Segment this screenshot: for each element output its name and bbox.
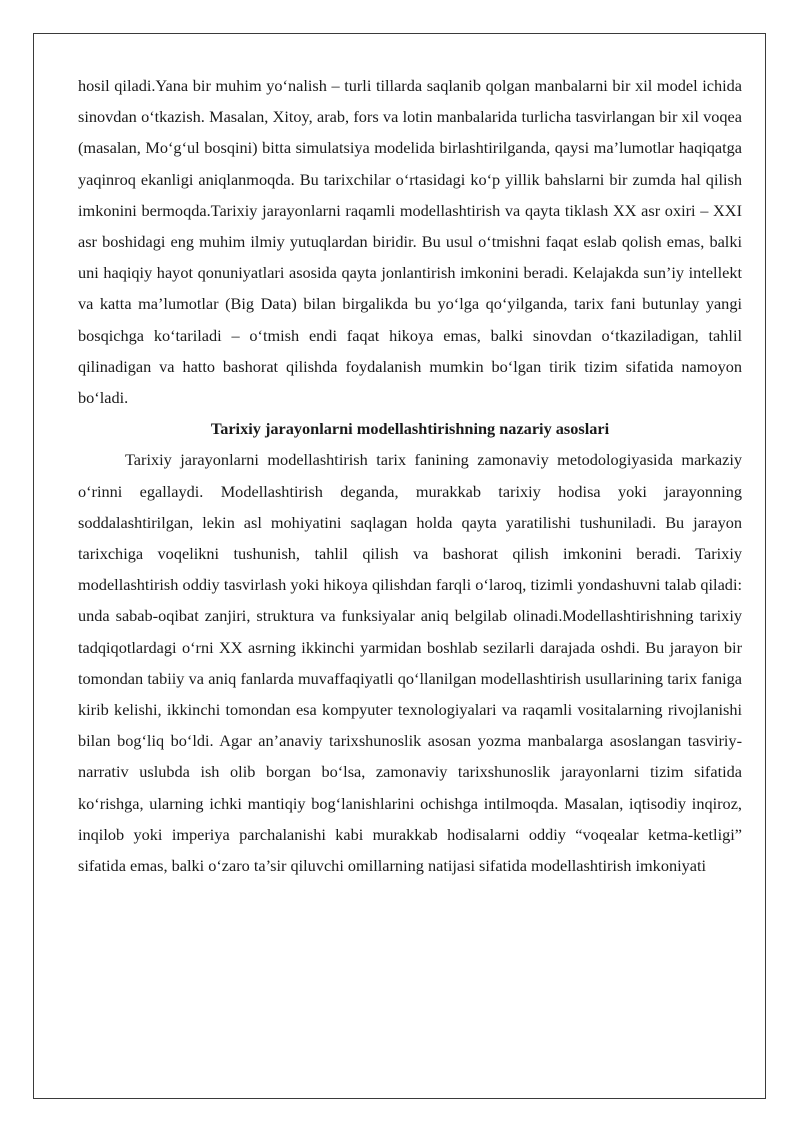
section-heading: Tarixiy jarayonlarni modellashtirishning nazariy asoslari bbox=[210, 419, 610, 439]
body-paragraph: Tarixiy jarayonlarni modellashtirish tarix fanining zamonaviy metodologiyasida markaziy o‘rinni egallaydi. Modellashtirish deganda, murakkab tarixiy hodisa yoki jarayonning soddalashtirilgan, lekin asl mohiyatini saqlagan holda qayta yaratilishi tushuniladi. Bu jarayon tarixchiga voqelikni tushunish, tahlil qilish va bashorat qilish imkonini beradi. Tarixiy modellashtirish oddiy tasvirlash yoki hikoya qilishdan farqli o‘laroq, tizimli yondashuvni talab qiladi: unda sabab-oqibat zanjiri, struktura va funksiyalar aniq belgilab olinadi.Modellashtirishning tarixiy tadqiqotlardagi o‘rni XX asrning ikkinchi yarmidan boshlab sezilarli darajada oshdi. Bu jarayon bir tomondan tabiiy va aniq fanlarda muvaffaqiyatli qo‘llanilgan modellashtirish usullarining tarix faniga kirib kelishi, ikkinchi tomondan esa kompyuter texnologiyalari va raqamli vositalarning rivojlanishi bilan bog‘liq bo‘ldi. Agar an’anaviy tarixshunoslik asosan yozma manbalarga asoslangan tasviriy-narrativ uslubda ish olib borgan bo‘lsa, zamonaviy tarixshunoslik jarayonlarni tizim sifatida ko‘rishga, ularning ichki mantiqiy bog‘lanishlarini ochishga intilmoqda. Masalan, iqtisodiy inqiroz, inqilob yoki imperiya parchalanishi kabi murakkab hodisalarni oddiy “voqealar ketma-ketligi” sifatida emas, balki o‘zaro ta’sir qiluvchi omillarning natijasi sifatida modellashtirish imkoniyati bbox=[78, 450, 742, 876]
body-paragraph: hosil qiladi.Yana bir muhim yo‘nalish – turli tillarda saqlanib qolgan manbalarni bir xil model ichida sinovdan o‘tkazish. Masalan, Xitoy, arab, fors va lotin manbalarida turlicha tasvirlangan bir xil voqea (masalan, Mo‘g‘ul bosqini) bitta simulatsiya modelida birlashtirilganda, qaysi ma’lumotlar haqiqatga yaqinroq ekanligi aniqlanmoqda. Bu tarixchilar o‘rtasidagi ko‘p yillik bahslarni bir zumda hal qilish imkonini bermoqda.Tarixiy jarayonlarni raqamli modellashtirish va qayta tiklash XX asr oxiri – XXI asr boshidagi eng muhim ilmiy yutuqlardan biridir. Bu usul o‘tmishni faqat eslab qolish emas, balki uni haqiqiy hayot qonuniyatlari asosida qayta jonlantirish imkonini beradi. Kelajakda sun’iy intellekt va katta ma’lumotlar (Big Data) bilan birgalikda bu yo‘lga qo‘yilganda, tarix fani butunlay yangi bosqichga ko‘tariladi – o‘tmish endi faqat hikoya emas, balki sinovdan o‘tkaziladigan, tahlil qilinadigan va hatto bashorat qilishda foydalanish mumkin bo‘lgan tirik tizim sifatida namoyon bo‘ladi. bbox=[78, 76, 742, 408]
document-body bbox=[78, 70, 742, 881]
